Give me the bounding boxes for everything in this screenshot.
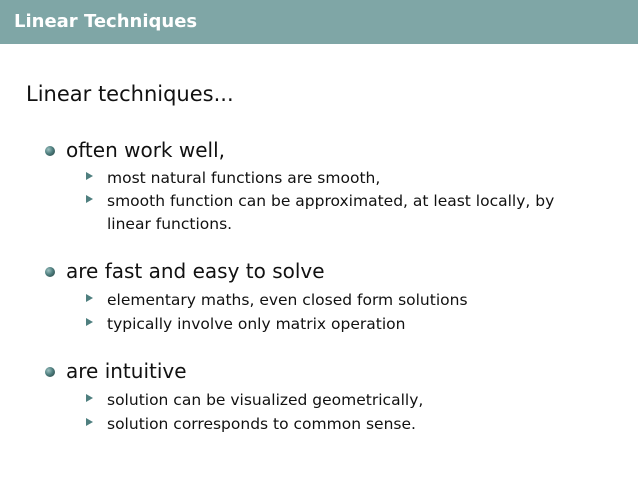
triangle-arrow-icon	[86, 195, 93, 203]
bullet-text: are intuitive	[66, 359, 187, 383]
sub-text: most natural functions are smooth,	[107, 169, 381, 187]
sphere-bullet-icon	[45, 267, 55, 277]
sub-text: typically involve only matrix operation	[107, 315, 406, 333]
bullet-text: are fast and easy to solve	[66, 259, 325, 283]
triangle-arrow-icon	[86, 318, 93, 326]
slide-title: Linear Techniques	[14, 11, 198, 32]
triangle-arrow-icon	[86, 418, 93, 426]
triangle-arrow-icon	[86, 172, 93, 180]
sub-text: solution corresponds to common sense.	[107, 415, 416, 433]
sub-text: solution can be visualized geometrically,	[107, 391, 424, 409]
intro-text: Linear techniques...	[26, 82, 234, 106]
slide-header	[0, 0, 638, 44]
sphere-bullet-icon	[45, 367, 55, 377]
sphere-bullet-icon	[45, 146, 55, 156]
bullet-text: often work well,	[66, 138, 225, 162]
triangle-arrow-icon	[86, 394, 93, 402]
sub-text: elementary maths, even closed form solutions	[107, 291, 468, 309]
sub-text: smooth function can be approximated, at least locally, by linear functions.	[107, 192, 555, 233]
triangle-arrow-icon	[86, 294, 93, 302]
